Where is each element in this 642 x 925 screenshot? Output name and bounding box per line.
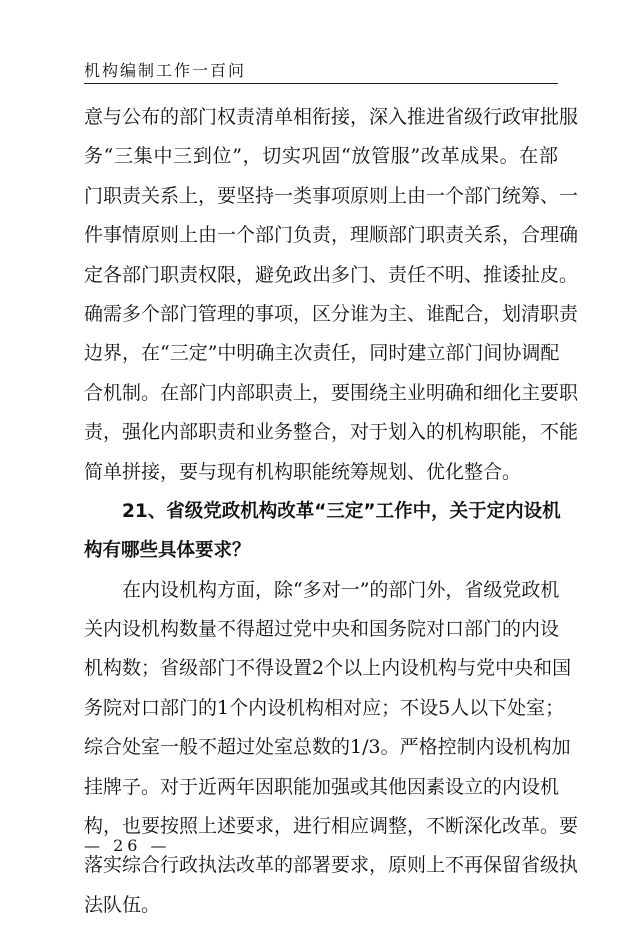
text-line: 合机制。在部门内部职责上，要围绕主业明确和细化主要职 xyxy=(84,381,579,404)
text-line: 务“三集中三到位”，切实巩固“放管服”改革成果。在部 xyxy=(84,145,558,168)
text-line: 在内设机构方面，除“多对一”的部门外，省级党政机 xyxy=(122,578,560,601)
text-line: 定各部门职责权限，避免政出多门、责任不明、推诿扯皮。 xyxy=(84,263,579,286)
text-line: 综合处室一般不超过处室总数的1/3。严格控制内设机构加 xyxy=(84,736,571,759)
text-line: 确需多个部门管理的事项，区分谁为主、谁配合，划清职责 xyxy=(84,302,579,325)
text-line: 落实综合行政执法改革的部署要求，原则上不再保留省级执 xyxy=(84,854,579,877)
question-heading: 21、省级党政机构改革“三定”工作中，关于定内设机 xyxy=(122,500,561,522)
text-line: 简单拼接，要与现有机构职能统筹规划、优化整合。 xyxy=(84,460,522,483)
text-line: 责，强化内部职责和业务整合，对于划入的机构职能，不能 xyxy=(84,421,579,444)
text-line: 边界，在“三定”中明确主次责任，同时建立部门间协调配 xyxy=(84,342,560,365)
body-text xyxy=(84,98,579,925)
page-number: — 26 — xyxy=(84,836,171,855)
running-header: 机构编制工作一百问 xyxy=(84,61,247,80)
header-rule xyxy=(84,83,558,84)
text-line: 关内设机构数量不得超过党中央和国务院对口部门的内设 xyxy=(84,618,560,641)
question-heading: 构有哪些具体要求？ xyxy=(84,540,251,562)
text-line: 法队伍。 xyxy=(84,893,161,916)
text-line: 机构数；省级部门不得设置2个以上内设机构与党中央和国 xyxy=(84,657,572,680)
text-line: 件事情原则上由一个部门负责，理顺部门职责关系，合理确 xyxy=(84,224,579,247)
text-line: 挂牌子。对于近两年因职能加强或其他因素设立的内设机 xyxy=(84,775,560,798)
text-line: 构，也要按照上述要求，进行相应调整，不断深化改革。要 xyxy=(84,815,579,838)
text-line: 务院对口部门的1个内设机构相对应；不设5人以下处室； xyxy=(84,696,565,719)
text-line: 门职责关系上，要坚持一类事项原则上由一个部门统筹、一 xyxy=(84,184,579,207)
text-line: 意与公布的部门权责清单相衔接，深入推进省级行政审批服 xyxy=(84,106,579,128)
